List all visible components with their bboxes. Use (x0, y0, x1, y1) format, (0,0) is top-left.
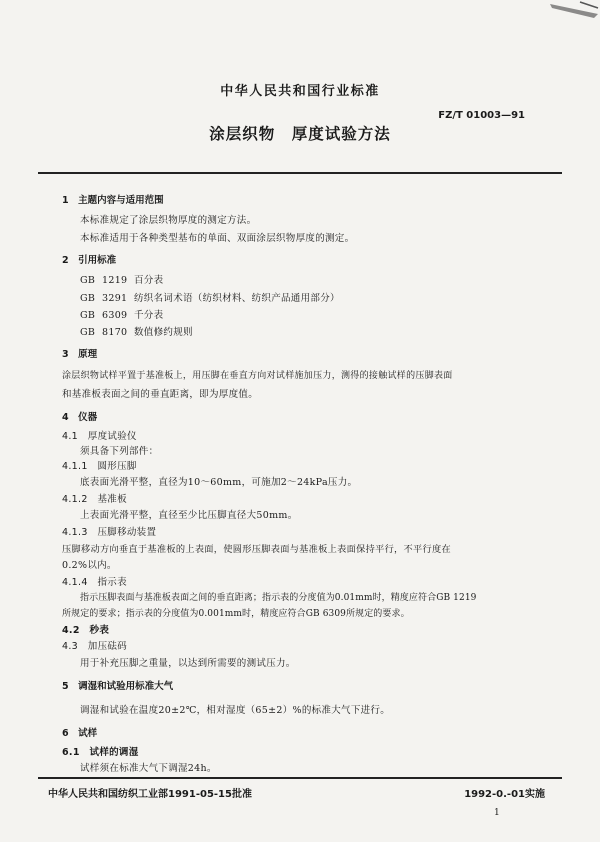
section-1-heading: 1 主题内容与适用范围 (62, 195, 164, 206)
reference-item (80, 290, 340, 304)
standard-header-title: 中华人民共和国行业标准 (220, 84, 380, 99)
reference-number: 8170 (102, 327, 128, 338)
reference-item (80, 307, 163, 321)
header-divider (38, 172, 562, 174)
subsection-4-1-text: 须具备下列部件： (80, 446, 159, 457)
subsection-6-1-text: 试样须在标准大气下调湿24h。 (80, 763, 217, 774)
standard-code: FZ/T 01003—91 (438, 110, 525, 121)
subsection-4-1-2-text: 上表面光滑平整，直径至少比压脚直径大50mm。 (80, 510, 298, 521)
subsection-4-1-3-text-line-2: 0.2%以内。 (62, 560, 117, 571)
reference-code: GB (80, 327, 96, 338)
section-1-paragraph-2: 本标准适用于各种类型基布的单面、双面涂层织物厚度的测定。 (80, 233, 355, 244)
reference-title: 百分表 (134, 275, 164, 286)
approval-line: 中华人民共和国纺织工业部1991-05-15批准 (48, 789, 252, 800)
reference-number: 6309 (102, 310, 128, 321)
section-2-heading: 2 引用标准 (62, 255, 117, 266)
reference-number: 3291 (102, 293, 128, 304)
section-3-line-1: 涂层织物试样平置于基准板上，用压脚在垂直方向对试样施加压力，测得的接触试样的压脚表面 (62, 371, 453, 381)
subsection-4-3-text: 用于补充压脚之重量，以达到所需要的测试压力。 (80, 658, 296, 669)
reference-item (80, 272, 163, 286)
subsection-4-1-1-heading: 4.1.1 圆形压脚 (62, 461, 137, 472)
subsection-4-1-heading: 4.1 厚度试验仪 (62, 431, 137, 442)
reference-code: GB (80, 310, 96, 321)
section-3-line-2: 和基准板表面之间的垂直距离，即为厚度值。 (62, 389, 259, 400)
section-6-heading: 6 试样 (62, 728, 98, 739)
document-title: 涂层织物 厚度试验方法 (209, 125, 391, 143)
subsection-4-2-heading: 4.2 秒表 (62, 625, 110, 636)
subsection-4-3-heading: 4.3 加压砝码 (62, 641, 128, 652)
reference-title: 千分表 (134, 310, 164, 321)
reference-code: GB (80, 275, 96, 286)
section-5-text: 调湿和试验在温度20±2℃，相对湿度（65±2）%的标准大气下进行。 (80, 705, 391, 716)
implementation-date: 1992-0.-01实施 (464, 789, 545, 800)
subsection-6-1-heading: 6.1 试样的调湿 (62, 747, 139, 758)
subsection-4-1-4-heading: 4.1.4 指示表 (62, 577, 127, 588)
scan-corner-mark (540, 0, 600, 30)
page-number: 1 (494, 808, 500, 818)
subsection-4-1-1-text: 底表面光滑平整，直径为10～60mm，可施加2～24kPa压力。 (80, 477, 358, 488)
footer-divider (38, 777, 562, 779)
subsection-4-1-3-heading: 4.1.3 压脚移动装置 (62, 527, 157, 538)
subsection-4-1-4-text-line-1: 指示压脚表面与基准板表面之间的垂直距离；指示表的分度值为0.01mm时，精度应符合GB 1219 (80, 593, 477, 603)
subsection-4-1-2-heading: 4.1.2 基准板 (62, 494, 127, 505)
reference-title: 纺织名词术语（纺织材料、纺织产品通用部分） (134, 293, 340, 304)
reference-item (80, 324, 193, 338)
reference-number: 1219 (102, 275, 128, 286)
reference-code: GB (80, 293, 96, 304)
section-5-heading: 5 调湿和试验用标准大气 (62, 681, 174, 692)
section-1-paragraph-1: 本标准规定了涂层织物厚度的测定方法。 (80, 215, 257, 226)
section-4-heading: 4 仪器 (62, 412, 98, 423)
subsection-4-1-3-text-line-1: 压脚移动方向垂直于基准板的上表面，使圆形压脚表面与基准板上表面保持平行，不平行度在 (62, 544, 451, 555)
reference-title: 数值修约规则 (134, 327, 193, 338)
subsection-4-1-4-text-line-2: 所规定的要求；指示表的分度值为0.001mm时，精度应符合GB 6309所规定的要求。 (62, 609, 410, 619)
section-3-heading: 3 原理 (62, 349, 98, 360)
